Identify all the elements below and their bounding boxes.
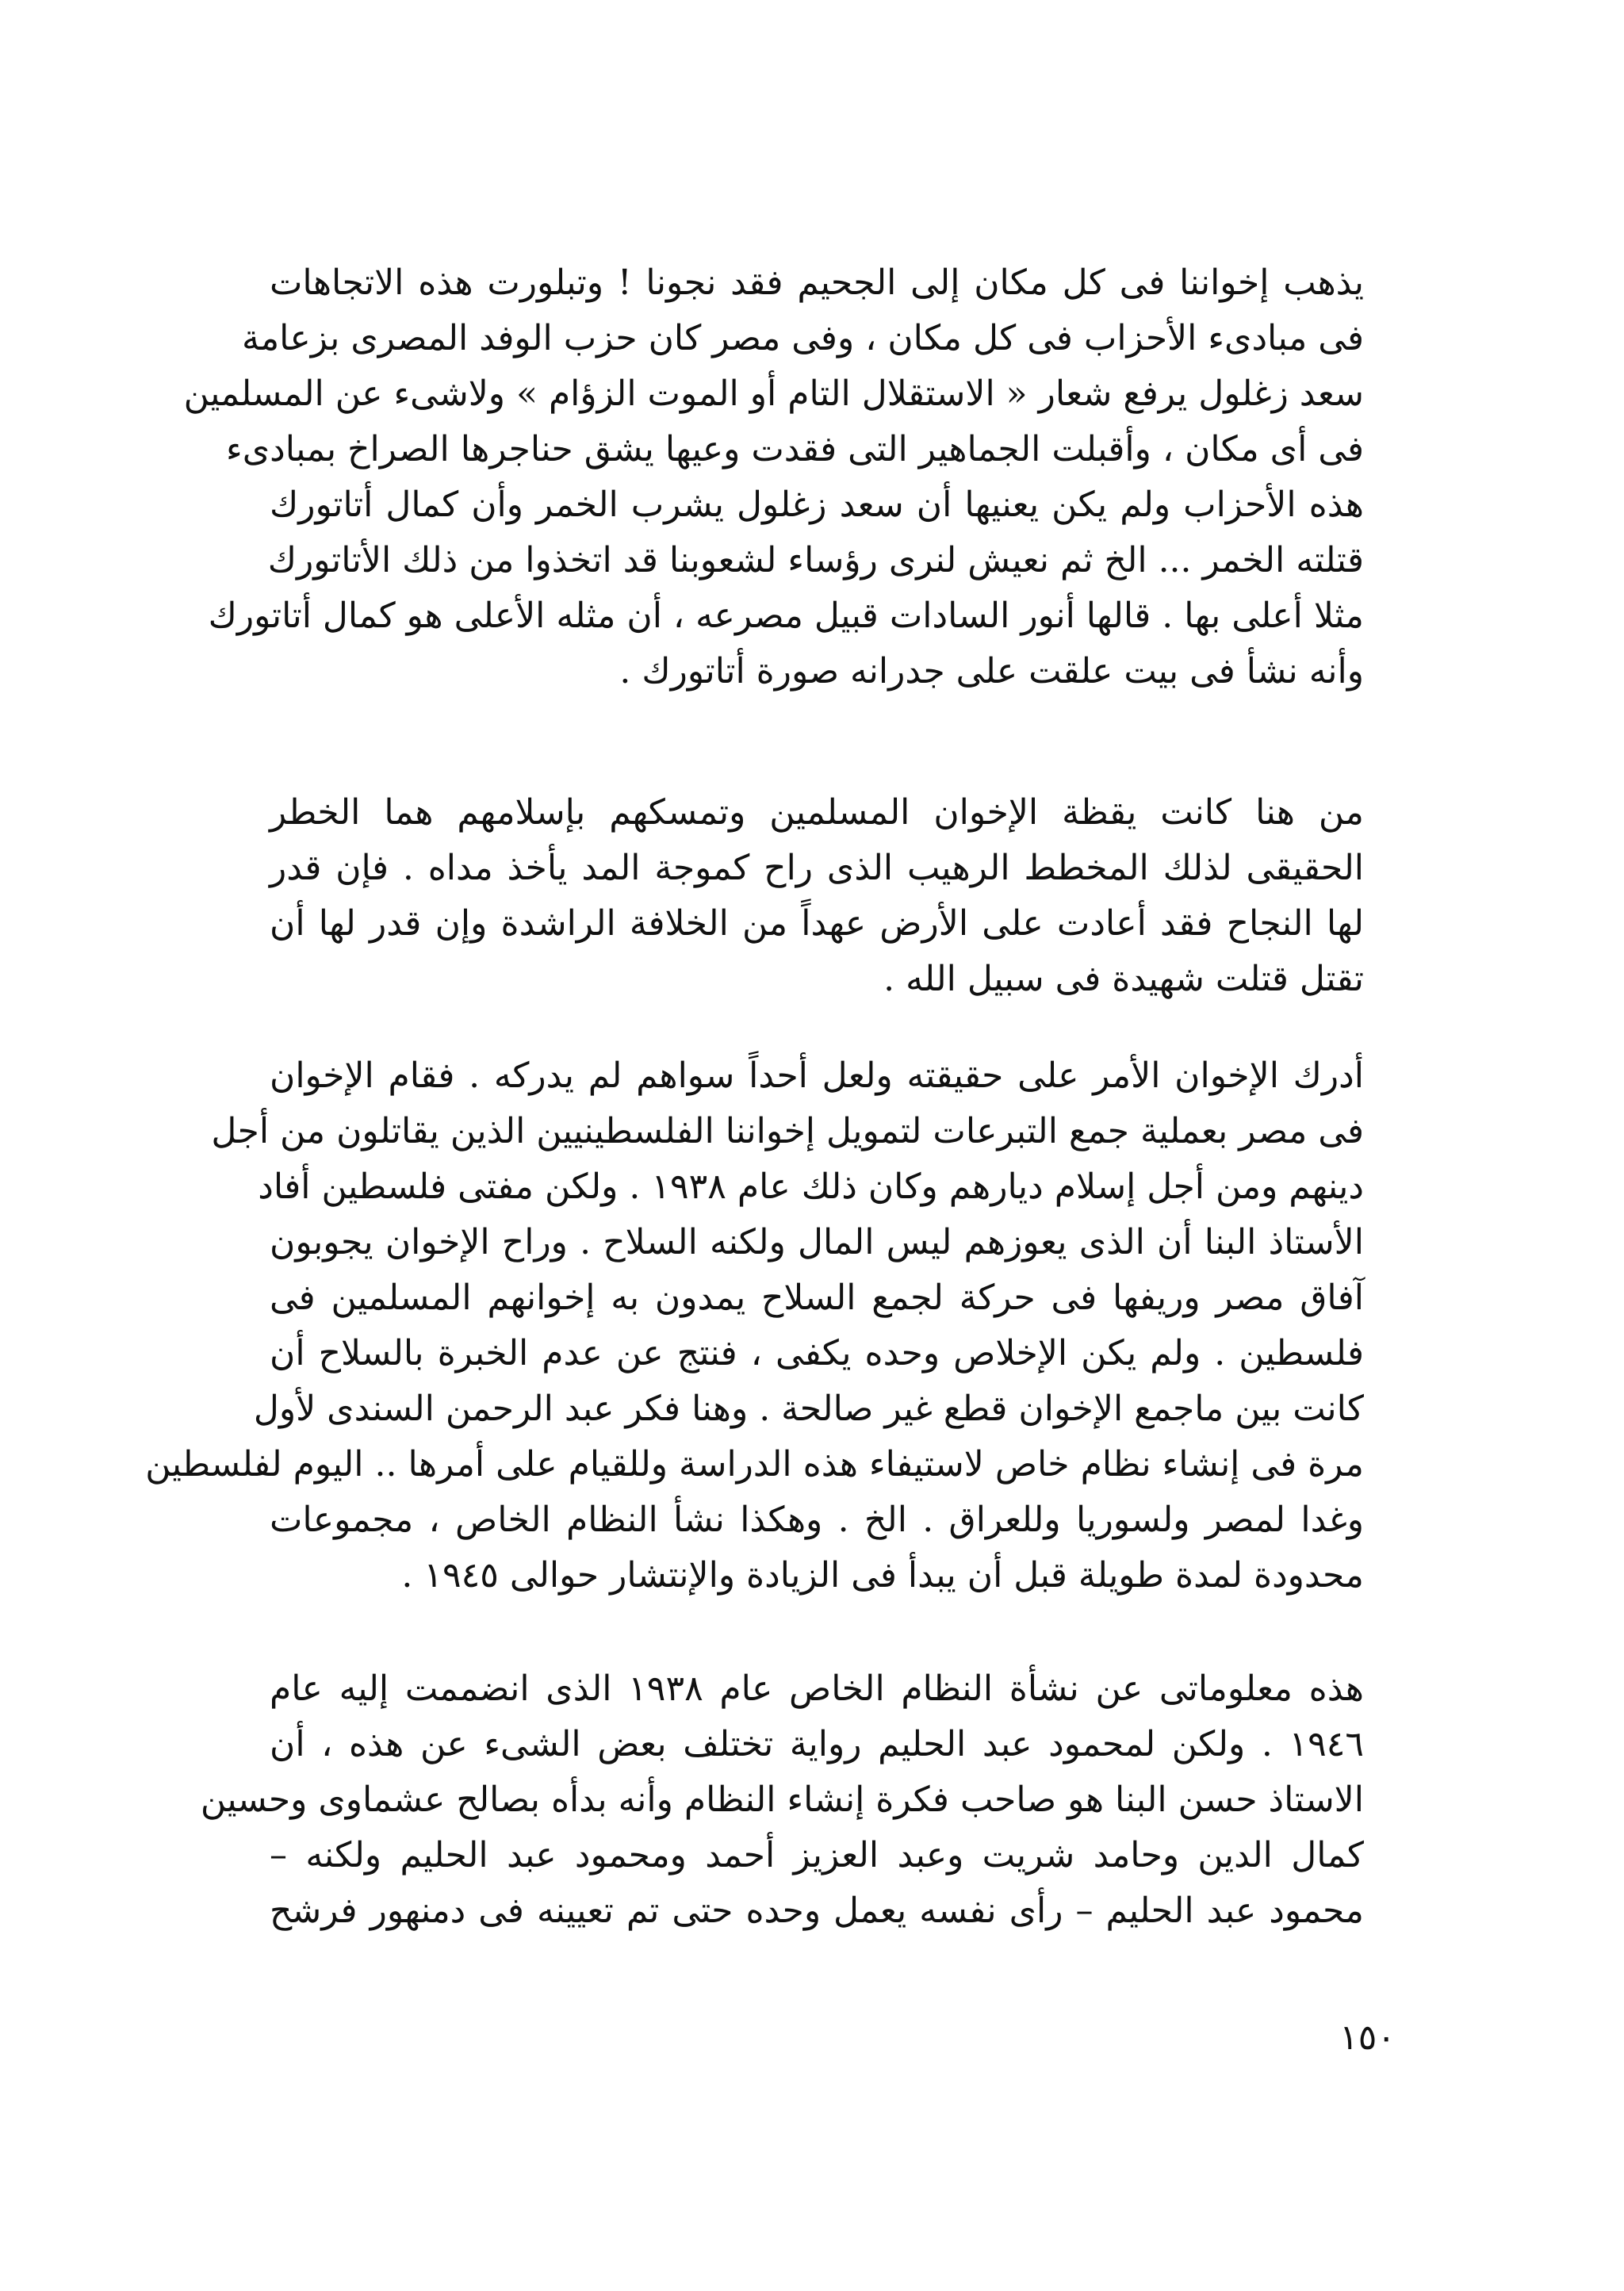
- text-line: كمال الدين وحامد شريت وعبد العزيز أحمد ومحمود عبد الحليم ولكنه –: [270, 1835, 1364, 1875]
- text-line: يذهب إخواننا فى كل مكان إلى الجحيم فقد نجونا ! وتبلورت هذه الاتجاهات: [270, 262, 1364, 303]
- paragraph-2: [270, 785, 1364, 1007]
- text-line: الأستاذ البنا أن الذى يعوزهم ليس المال ولكنه السلاح . وراح الإخوان يجوبون: [270, 1222, 1364, 1262]
- paragraph-1: [183, 255, 1364, 699]
- text-line: مثلا أعلى بها . قالها أنور السادات قبيل مصرعه ، أن مثله الأعلى هو كمال أتاتورك: [208, 596, 1364, 636]
- text-line: محمود عبد الحليم – رأى نفسه يعمل وحده حتى تم تعيينه فى دمنهور فرشح: [270, 1891, 1364, 1931]
- text-line: وغدا لمصر ولسوريا وللعراق . الخ . وهكذا نشأ النظام الخاص ، مجموعات: [270, 1500, 1364, 1540]
- page-number: ١٥٠: [1339, 2017, 1396, 2058]
- text-line: تقتل قتلت شهيدة فى سبيل الله .: [883, 959, 1364, 999]
- text-line: أدرك الإخوان الأمر على حقيقته ولعل أحداً سواهم لم يدركه . فقام الإخوان: [270, 1055, 1364, 1096]
- paragraph-3: [145, 1048, 1364, 1603]
- text-line: الحقيقى لذلك المخطط الرهيب الذى راح كموجة المد يأخذ مداه . فإن قدر: [270, 848, 1364, 888]
- text-line: آفاق مصر وريفها فى حركة لجمع السلاح يمدون به إخوانهم المسلمين فى: [270, 1278, 1364, 1318]
- text-line: الاستاذ حسن البنا هو صاحب فكرة إنشاء النظام وأنه بدأه بصالح عشماوى وحسين: [200, 1780, 1364, 1820]
- text-line: كانت بين ماجمع الإخوان قطع غير صالحة . وهنا فكر عبد الرحمن السندى لأول: [253, 1389, 1364, 1429]
- text-line: من هنا كانت يقظة الإخوان المسلمين وتمسكهم بإسلامهم هما الخطر: [270, 792, 1364, 833]
- text-line: فى مبادىء الأحزاب فى كل مكان ، وفى مصر كان حزب الوفد المصرى بزعامة: [241, 318, 1364, 358]
- text-line: مرة فى إنشاء نظام خاص لاستيفاء هذه الدراسة وللقيام على أمرها .. اليوم لفلسطين: [145, 1444, 1364, 1485]
- text-line: هذه معلوماتى عن نشأة النظام الخاص عام ١٩٣٨ الذى انضممت إليه عام: [270, 1668, 1364, 1709]
- text-line: فى أى مكان ، وأقبلت الجماهير التى فقدت وعيها يشق حناجرها الصراخ بمبادىء: [226, 429, 1364, 469]
- paragraph-4: [200, 1661, 1364, 1939]
- text-line: قتلته الخمر ... الخ ثم نعيش لنرى رؤساء لشعوبنا قد اتخذوا من ذلك الأتاتورك: [267, 540, 1364, 580]
- text-line: لها النجاح فقد أعادت على الأرض عهداً من الخلافة الراشدة وإن قدر لها أن: [270, 903, 1364, 944]
- text-line: وأنه نشأ فى بيت علقت على جدرانه صورة أتاتورك .: [619, 651, 1364, 692]
- text-line: ١٩٤٦ . ولكن لمحمود عبد الحليم رواية تختلف بعض الشىء عن هذه ، أن: [270, 1724, 1364, 1764]
- text-line: دينهم ومن أجل إسلام ديارهم وكان ذلك عام ١٩٣٨ . ولكن مفتى فلسطين أفاد: [258, 1167, 1364, 1207]
- text-line: محدودة لمدة طويلة قبل أن يبدأ فى الزيادة والإنتشار حوالى ١٩٤٥ .: [401, 1555, 1364, 1596]
- text-line: فلسطين . ولم يكن الإخلاص وحده يكفى ، فنتج عن عدم الخبرة بالسلاح أن: [270, 1333, 1364, 1373]
- text-line: هذه الأحزاب ولم يكن يعنيها أن سعد زغلول يشرب الخمر وأن كمال أتاتورك: [270, 485, 1364, 525]
- text-line: سعد زغلول يرفع شعار « الاستقلال التام أو الموت الزؤام » ولاشىء عن المسلمين: [183, 374, 1364, 414]
- text-line: فى مصر بعملية جمع التبرعات لتمويل إخواننا الفلسطينيين الذين يقاتلون من أجل: [211, 1111, 1364, 1151]
